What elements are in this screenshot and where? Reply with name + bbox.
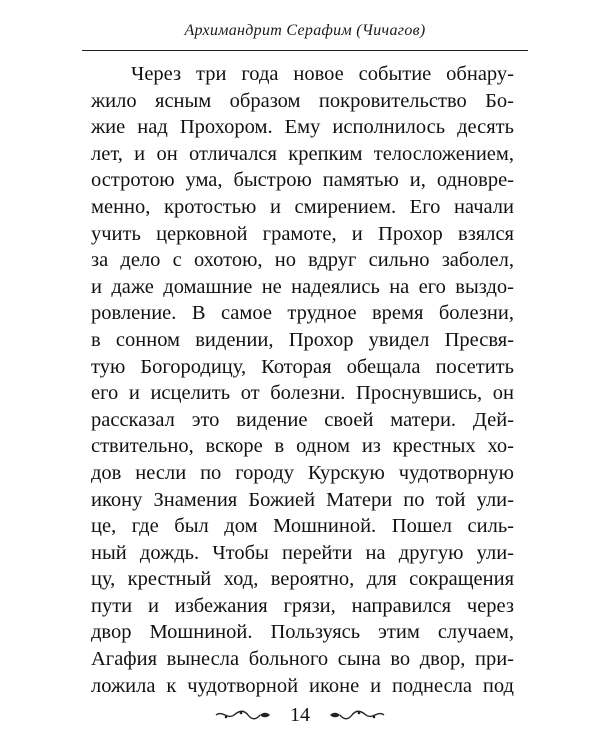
page-number: 14 [290, 704, 310, 726]
text-line: це, где был дом Мошниной. Пошел силь- [91, 515, 514, 538]
text-line: Агафия вынесла больного сына во двор, при- [91, 648, 514, 671]
text-line: двор Мошниной. Пользуясь этим случаем, [91, 621, 514, 644]
text-line: ный дождь. Чтобы перейти на другую ули- [91, 541, 514, 564]
text-line: его и исцелить от болезни. Проснувшись, он [91, 382, 514, 405]
text-line: тую Богородицу, Которая обещала посетить [91, 355, 514, 378]
text-line: пути и избежания грязи, направился через [91, 594, 514, 617]
text-line: жие над Прохором. Ему исполнилось десять [91, 116, 514, 139]
header-rule [82, 50, 528, 51]
text-line: ложила к чудотворной иконе и поднесла под [91, 674, 514, 697]
text-line: менно, кротостью и смирением. Его начали [91, 195, 514, 218]
text-line: ровление. В самое трудное время болезни, [91, 302, 514, 325]
left-flourish-icon [214, 708, 272, 722]
text-line: цу, крестный ход, вероятно, для сокращения [91, 568, 514, 591]
text-line: жило ясным образом покровительство Бо- [91, 89, 514, 112]
text-line: икону Знамения Божией Матери по той ули- [91, 488, 514, 511]
text-line: за дело с охотою, но вдруг сильно заболел, [91, 249, 514, 272]
page-footer [0, 700, 600, 730]
text-line: в сонном видении, Прохор увидел Пресвя- [91, 328, 514, 351]
running-head-title: Архимандрит Серафим (Чичагов) [184, 22, 426, 39]
text-line: ствительно, вскоре в одном из крестных хо- [91, 435, 514, 458]
text-line: и даже домашние не надеялись на его выздо- [91, 275, 514, 298]
right-flourish-icon [328, 708, 386, 722]
text-line: рассказал это видение своей матери. Дей- [91, 408, 514, 431]
text-line: дов несли по городу Курскую чудотворную [91, 461, 514, 484]
body-paragraph [91, 61, 514, 699]
text-line: лет, и он отличался крепким телосложением, [91, 142, 514, 165]
text-line: остротою ума, быстрою памятью и, одновре- [91, 169, 514, 192]
text-line: учить церковной грамоте, и Прохор взялся [91, 222, 514, 245]
text-line: Через три года новое событие обнару- [131, 63, 514, 85]
